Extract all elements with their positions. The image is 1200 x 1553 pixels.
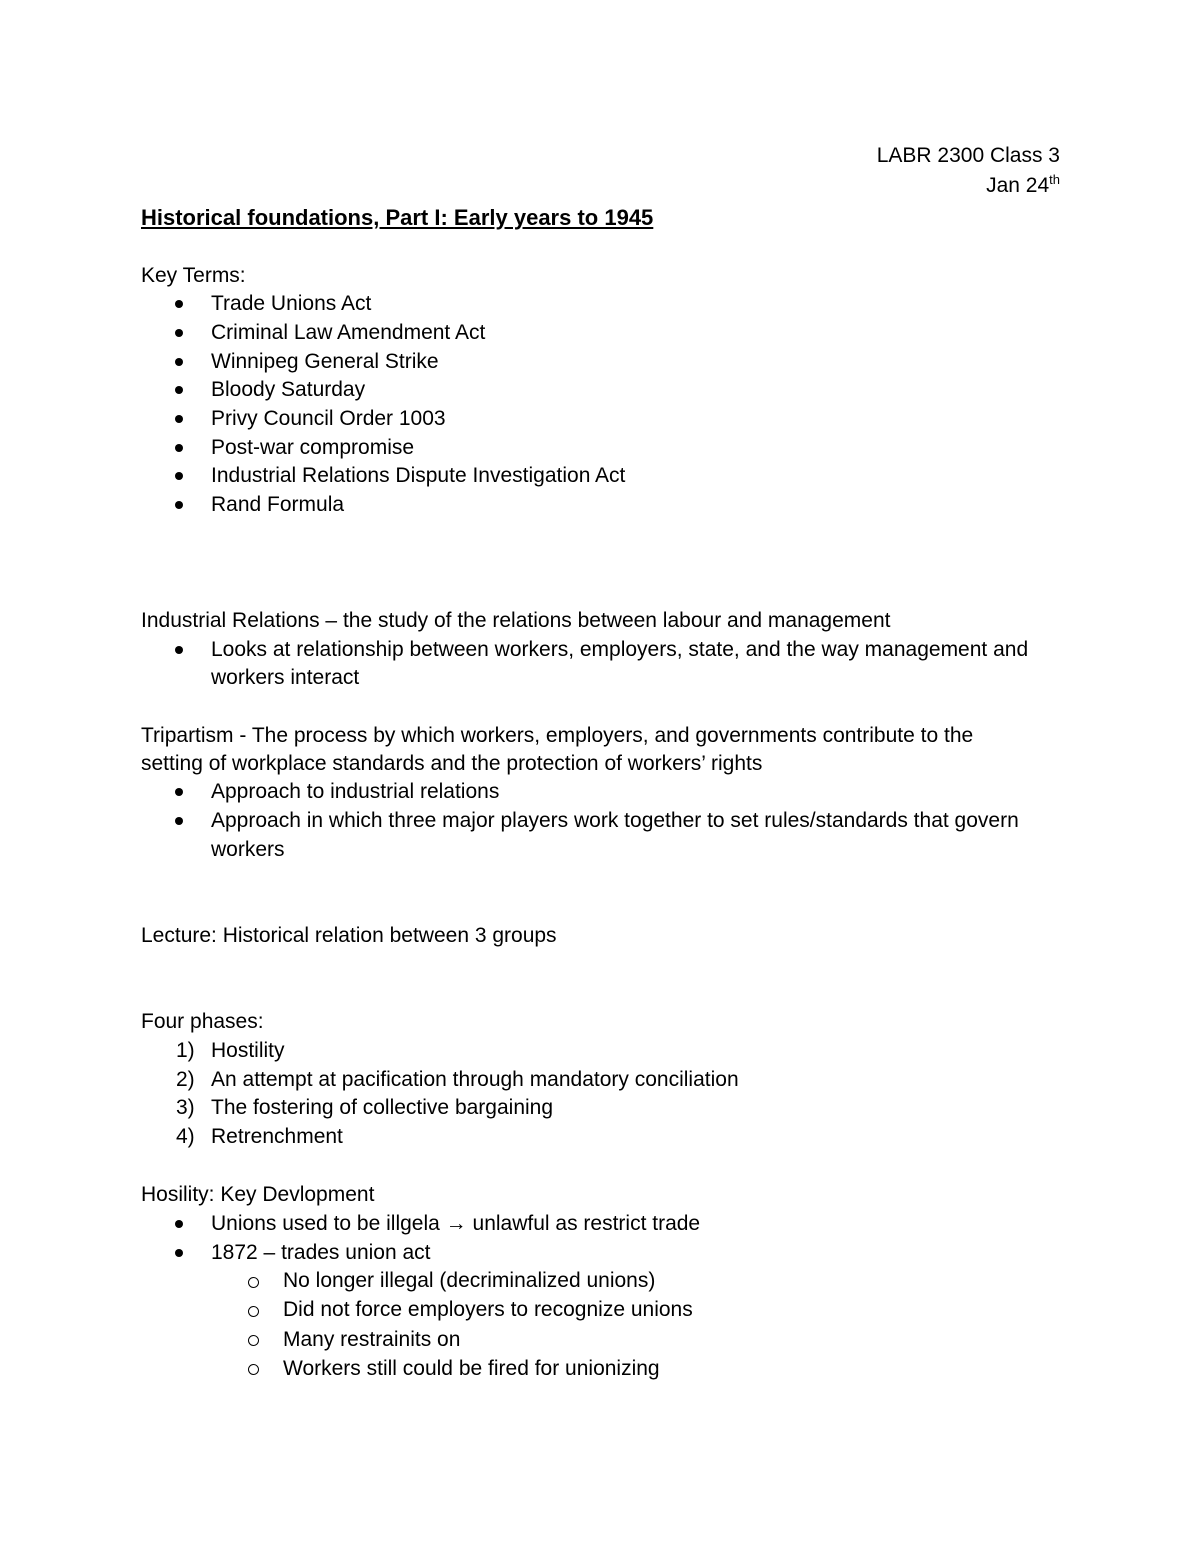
hollow-bullet-icon <box>248 1364 259 1375</box>
lecture-line: Lecture: Historical relation between 3 groups <box>141 924 557 947</box>
key-term-item: Winnipeg General Strike <box>211 350 439 373</box>
tripartism-bullet1: Approach to industrial relations <box>211 780 500 803</box>
course-label: LABR 2300 Class 3 <box>876 144 1060 167</box>
bullet-icon <box>175 329 183 337</box>
bullet-icon <box>175 300 183 308</box>
bullet-icon <box>175 501 183 509</box>
hostility-bullet2: 1872 – trades union act <box>211 1241 431 1264</box>
key-terms-heading: Key Terms: <box>141 264 246 287</box>
hostility-sub-item: Many restrainits on <box>283 1328 461 1351</box>
hollow-bullet-icon <box>248 1306 259 1317</box>
key-term-item: Criminal Law Amendment Act <box>211 321 486 344</box>
bullet-icon <box>175 444 183 452</box>
phase-item: An attempt at pacification through mandatory conciliation <box>211 1068 739 1091</box>
key-term-item: Post-war compromise <box>211 436 415 459</box>
key-term-item: Rand Formula <box>211 493 345 516</box>
bullet-icon <box>175 788 183 796</box>
date-main: Jan 24 <box>986 174 1050 197</box>
phase-number: 1) <box>176 1039 195 1062</box>
industrial-relations-bullet-line2: workers interact <box>211 666 360 689</box>
key-term-item: Bloody Saturday <box>211 378 366 401</box>
phases-heading: Four phases: <box>141 1010 264 1033</box>
hostility-sub-item: No longer illegal (decriminalized unions) <box>283 1269 656 1292</box>
page-title: Historical foundations, Part I: Early years to 1945 <box>141 205 654 230</box>
tripartism-line1: Tripartism - The process by which workers, employers, and governments contribute to the <box>141 724 974 747</box>
key-term-item: Trade Unions Act <box>211 292 372 315</box>
phase-item: Retrenchment <box>211 1125 343 1148</box>
hostility-heading: Hosility: Key Devlopment <box>141 1183 375 1206</box>
phase-number: 4) <box>176 1125 195 1148</box>
hostility-bullet1 <box>211 1210 700 1238</box>
bullet-icon <box>175 472 183 480</box>
bullet-icon <box>175 386 183 394</box>
hollow-bullet-icon <box>248 1277 259 1288</box>
hostility-sub-item: Workers still could be fired for unionizing <box>283 1357 660 1380</box>
bullet-icon <box>175 1220 183 1228</box>
bullet-icon <box>175 817 183 825</box>
hostility-sub-item: Did not force employers to recognize unions <box>283 1298 693 1321</box>
date-suffix: th <box>1049 172 1060 187</box>
key-term-item: Industrial Relations Dispute Investigation Act <box>211 464 626 487</box>
tripartism-bullet2-line2: workers <box>211 838 285 861</box>
bullet-icon <box>175 358 183 366</box>
industrial-relations-bullet-line1: Looks at relationship between workers, employers, state, and the way management and <box>211 638 1029 661</box>
hollow-bullet-icon <box>248 1335 259 1346</box>
tripartism-line2: setting of workplace standards and the protection of workers’ rights <box>141 752 763 775</box>
hostility-bullet1-part1: Unions used to be illgela <box>211 1212 440 1235</box>
bullet-icon <box>175 646 183 654</box>
hostility-bullet1-part2: unlawful as restrict trade <box>472 1212 701 1235</box>
key-term-item: Privy Council Order 1003 <box>211 407 446 430</box>
phase-item: The fostering of collective bargaining <box>211 1096 554 1119</box>
phase-number: 2) <box>176 1068 195 1091</box>
bullet-icon <box>175 415 183 423</box>
phase-number: 3) <box>176 1096 195 1119</box>
tripartism-bullet2-line1: Approach in which three major players work together to set rules/standards that govern <box>211 809 1019 832</box>
date-label <box>986 172 1060 200</box>
arrow-right-icon: → <box>445 1212 467 1235</box>
phase-item: Hostility <box>211 1039 285 1062</box>
bullet-icon <box>175 1249 183 1257</box>
industrial-relations-definition: Industrial Relations – the study of the relations between labour and management <box>141 609 891 632</box>
